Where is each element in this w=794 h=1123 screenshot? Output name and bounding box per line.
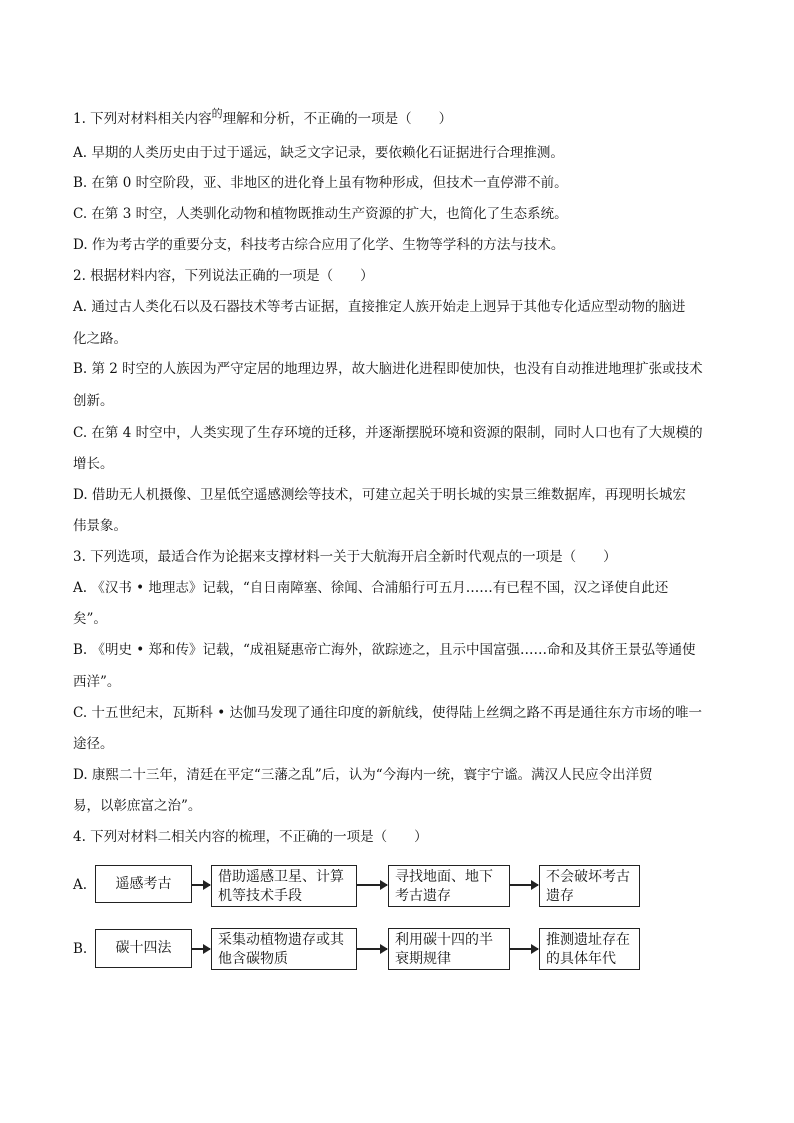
flow-b-box-1: 碳十四法 [95,929,192,968]
question-3-option-d-line1: D. 康熙二十三年，清廷在平定“三藩之乱”后，认为“今海内一统，寰宇宁谧。满汉人民应令出洋贸 [73,767,653,783]
question-3-option-c-line1: C. 十五世纪末，瓦斯科 • 达伽马发现了通往印度的新航线，使得陆上丝绸之路不再是通往东方市场的唯一 [73,705,702,721]
question-2-option-b-line1: B. 第 2 时空的人族因为严守定居的地理边界，故大脑进化进程即使加快，也没有自动推进地理扩张或技术 [73,361,703,377]
flow-b-arrow-3 [510,948,538,950]
flow-b-box-2: 采集动植物遗存或其他含碳物质 [211,928,357,970]
question-4-stem: 4. 下列对材料二相关内容的梳理，不正确的一项是（ ） [73,829,428,845]
flow-b-box-4: 推测遗址存在的具体年代 [539,928,640,970]
flow-a-box-3: 寻找地面、地下考古遗存 [388,865,510,907]
flow-a-arrow-1 [192,884,210,886]
flow-b-arrow-1 [192,948,210,950]
question-2-option-c-line2: 增长。 [73,456,114,472]
question-1-option-d: D. 作为考古学的重要分支，科技考古综合应用了化学、生物等学科的方法与技术。 [73,237,565,253]
question-4-row-a-label: A. [73,877,88,893]
question-1-stem-superscript: 的 [211,107,223,120]
question-2-option-c-line1: C. 在第 4 时空中，人类实现了生存环境的迁移，并逐渐摆脱环境和资源的限制，同时人口也有了大规模的 [73,425,703,441]
question-3-option-a-line2: 矣”。 [73,611,107,627]
question-1-option-c: C. 在第 3 时空，人类驯化动物和植物既推动生产资源的扩大，也简化了生态系统。 [73,206,568,222]
flow-a-box-1: 遥感考古 [95,865,192,903]
question-2-option-d-line2: 伟景象。 [73,518,127,534]
flow-a-arrow-3 [510,884,538,886]
question-2-option-b-line2: 创新。 [73,393,114,409]
flow-a-box-4: 不会破坏考古遗存 [539,865,640,907]
question-3-option-c-line2: 途径。 [73,736,114,752]
question-4-row-b-label: B. [73,941,88,957]
question-1-option-a: A. 早期的人类历史由于过于遥远，缺乏文字记录，要依赖化石证据进行合理推测。 [73,145,564,161]
flow-b-box-3: 利用碳十四的半衰期规律 [388,928,510,970]
question-1-stem-start: 1. 下列对材料相关内容 [73,111,212,127]
flow-a-arrow-2 [357,884,387,886]
question-1-stem [73,107,724,129]
question-3-option-b-line2: 西洋”。 [73,674,121,690]
question-2-option-a-line1: A. 通过古人类化石以及石器技术等考古证据，直接推定人族开始走上迥异于其他专化适应型动物的脑进 [73,299,686,315]
question-2-option-a-line2: 化之路。 [73,331,127,347]
question-3-option-a-line1: A. 《汉书 • 地理志》记载，“自日南障塞、徐闻、合浦船行可五月……有已程不国，汉之译使自此还 [73,580,669,596]
question-2-option-d-line1: D. 借助无人机摄像、卫星低空遥感测绘等技术，可建立起关于明长城的实景三维数据库，再现明长城宏 [73,487,686,503]
question-1-stem-end: 理解和分析，不正确的一项是（ ） [222,111,453,127]
flow-b-arrow-2 [357,948,387,950]
question-1-option-b: B. 在第 0 时空阶段，亚、非地区的进化脊上虽有物种形成，但技术一直停滞不前。 [73,175,568,191]
question-3-option-b-line1: B. 《明史 • 郑和传》记载，“成祖疑惠帝亡海外，欲踪迹之，且示中国富强……命和及其侪王景弘等通使 [73,642,696,658]
question-3-option-d-line2: 易，以彰庶富之治”。 [73,798,202,814]
question-2-stem: 2. 根据材料内容，下列说法正确的一项是（ ） [73,268,374,284]
question-3-stem: 3. 下列选项，最适合作为论据来支撑材料一关于大航海开启全新时代观点的一项是（ ） [73,549,617,565]
flow-a-box-2: 借助遥感卫星、计算机等技术手段 [211,865,357,907]
